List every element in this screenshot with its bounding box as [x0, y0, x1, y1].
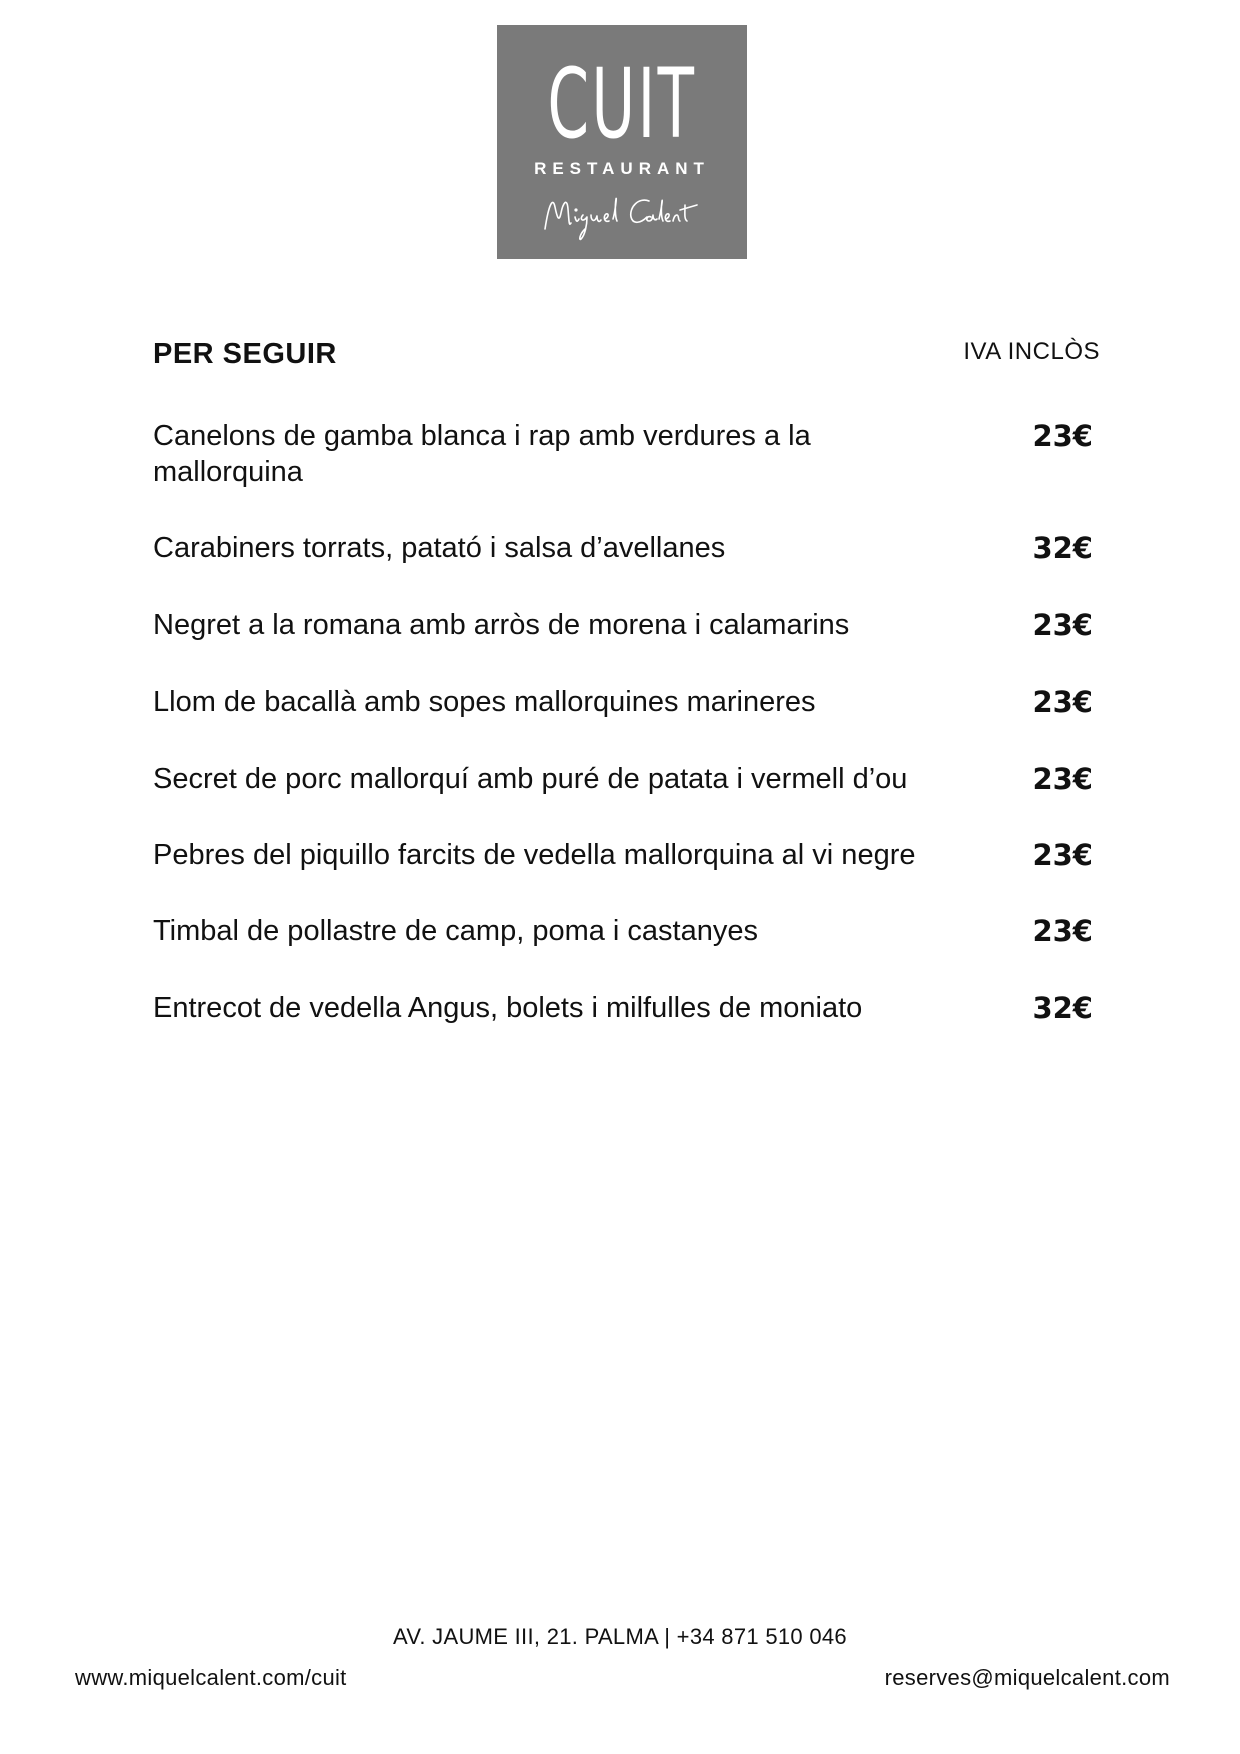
- menu-item: [153, 990, 1093, 1026]
- logo-brand: CUIT: [547, 48, 697, 160]
- dish-price: 23€: [1032, 419, 1093, 453]
- dish-name: Canelons de gamba blanca i rap amb verdures a la mallorquina: [153, 420, 811, 488]
- restaurant-logo: [497, 25, 747, 259]
- dish-price: 23€: [1032, 914, 1093, 948]
- dish-name: Timbal de pollastre de camp, poma i castanyes: [153, 915, 758, 947]
- logo-signature: [539, 183, 705, 245]
- menu-list: [153, 418, 1093, 1026]
- section-title: PER SEGUIR: [153, 338, 337, 370]
- dish-name: Llom de bacallà amb sopes mallorquines marineres: [153, 686, 816, 718]
- dish-name: Secret de porc mallorquí amb puré de patata i vermell d’ou: [153, 763, 908, 795]
- dish-price: 32€: [1032, 531, 1093, 565]
- menu-item: [153, 837, 1093, 873]
- tax-included-note: IVA INCLÒS: [963, 338, 1100, 365]
- dish-name: Negret a la romana amb arròs de morena i calamarins: [153, 609, 850, 641]
- dish-name: Pebres del piquillo farcits de vedella mallorquina al vi negre: [153, 839, 916, 871]
- menu-item: [153, 418, 1093, 490]
- dish-price: 23€: [1032, 685, 1093, 719]
- footer-address: AV. JAUME III, 21. PALMA | +34 871 510 046: [393, 1624, 847, 1649]
- logo-subtitle: RESTAURANT: [534, 159, 710, 178]
- dish-price: 23€: [1032, 762, 1093, 796]
- menu-item: [153, 761, 1093, 797]
- footer-website-link[interactable]: www.miquelcalent.com/cuit: [75, 1665, 347, 1690]
- footer-email-link[interactable]: reserves@miquelcalent.com: [884, 1665, 1170, 1690]
- menu-item: [153, 530, 1093, 566]
- dish-price: 23€: [1032, 608, 1093, 642]
- dish-price: 32€: [1032, 991, 1093, 1025]
- menu-item: [153, 607, 1093, 643]
- menu-item: [153, 684, 1093, 720]
- dish-price: 23€: [1032, 838, 1093, 872]
- dish-name: Entrecot de vedella Angus, bolets i milfulles de moniato: [153, 992, 863, 1024]
- dish-name: Carabiners torrats, patató i salsa d’avellanes: [153, 532, 726, 564]
- menu-item: [153, 913, 1093, 949]
